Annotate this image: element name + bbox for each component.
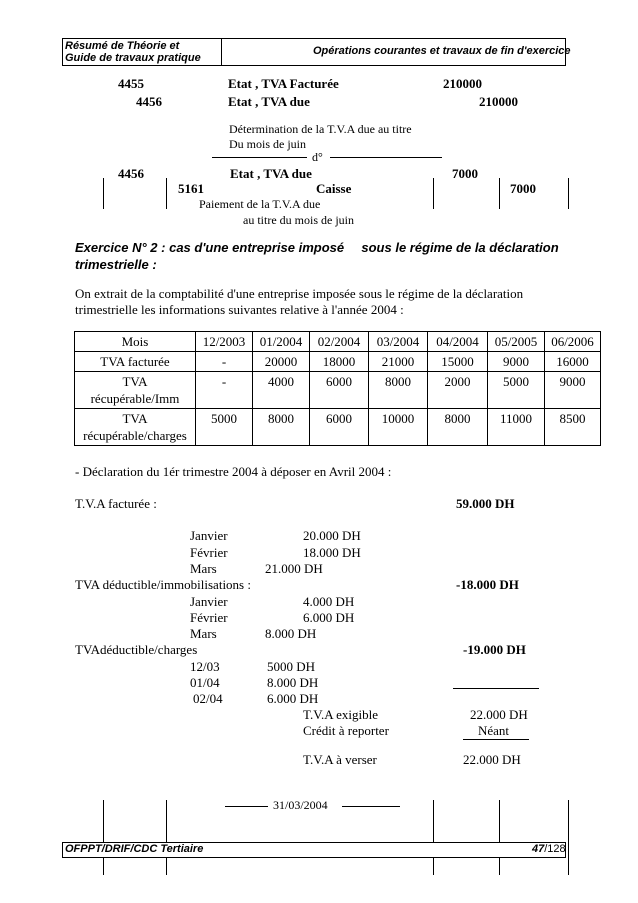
- table-cell: -: [196, 352, 253, 372]
- table-header-cell: 01/2004: [253, 332, 310, 352]
- journal1-account-5161: 5161: [178, 181, 204, 196]
- table-row-label-line1: TVA: [122, 374, 148, 389]
- table-header-cell: 06/2006: [545, 332, 601, 352]
- journal1-vline-3: [433, 178, 434, 209]
- journal1-account-4455: 4455: [118, 76, 144, 91]
- table-cell: -: [196, 372, 253, 409]
- journal1-label-caisse: Caisse: [316, 181, 352, 196]
- table-cell: 2000: [428, 372, 488, 409]
- journal1-note-line2: Du mois de juin: [229, 137, 306, 151]
- facturee-month-3: Mars: [190, 561, 217, 576]
- facturee-amount-2: 18.000 DH: [303, 545, 361, 560]
- journal2-date-line-right: [342, 806, 400, 807]
- charges-month-1: 12/03: [190, 659, 220, 674]
- exercise-intro-line2: trimestrielle les informations suivantes relative à l'année 2004 :: [75, 302, 404, 317]
- tva-exigible-label: T.V.A exigible: [303, 707, 378, 722]
- exercise-title-line2: trimestrielle :: [75, 257, 157, 272]
- journal1-separator-label: d°: [312, 150, 323, 164]
- table-row-tva-facturee: [75, 352, 601, 372]
- charges-month-3: 02/04: [193, 691, 223, 706]
- table-row-label-line2: récupérable/charges: [83, 428, 187, 443]
- footer-page-total: /128: [544, 843, 566, 855]
- journal2-vline-3: [433, 800, 434, 875]
- tva-verser-label: T.V.A à verser: [303, 752, 377, 767]
- journal1-debit-amount: 210000: [443, 76, 482, 91]
- imm-month-2: Février: [190, 610, 228, 625]
- journal1-note-line1: Détermination de la T.V.A due au titre: [229, 122, 412, 136]
- table-cell: 8000: [369, 372, 428, 409]
- table-cell: 5000: [196, 409, 253, 446]
- tva-facturee-label: T.V.A facturée :: [75, 496, 157, 511]
- header-left-line2: Guide de travaux pratique: [65, 52, 201, 64]
- tva-exigible-value: 22.000 DH: [470, 707, 528, 722]
- total-underline: [453, 688, 539, 689]
- tva-charges-total: -19.000 DH: [463, 642, 526, 657]
- exercise-title: [75, 240, 559, 255]
- table-cell: 5000: [488, 372, 545, 409]
- table-cell: 8000: [253, 409, 310, 446]
- tva-monthly-table: [74, 331, 601, 446]
- table-cell: 8000: [428, 409, 488, 446]
- journal2-date: 31/03/2004: [273, 798, 328, 812]
- credit-underline: [463, 739, 529, 740]
- table-cell: 16000: [545, 352, 601, 372]
- footer-page-number: 47: [532, 843, 545, 855]
- imm-month-1: Janvier: [190, 594, 228, 609]
- table-header-cell: 05/2005: [488, 332, 545, 352]
- table-cell: 8500: [545, 409, 601, 446]
- journal1-vline-1: [103, 178, 104, 209]
- journal1-credit-amount-b: 7000: [510, 181, 536, 196]
- table-cell: 21000: [369, 352, 428, 372]
- table-header-cell: 12/2003: [196, 332, 253, 352]
- table-cell: 9000: [545, 372, 601, 409]
- charges-amount-3: 6.000 DH: [267, 691, 319, 706]
- tva-imm-total: -18.000 DH: [456, 577, 519, 592]
- tva-charges-label: TVAdéductible/charges: [75, 642, 198, 657]
- table-cell: 4000: [253, 372, 310, 409]
- credit-reporter-label: Crédit à reporter: [303, 723, 389, 738]
- charges-amount-1: 5000 DH: [267, 659, 316, 674]
- journal1-separator-right: [330, 157, 442, 158]
- facturee-amount-1: 20.000 DH: [303, 528, 361, 543]
- tva-imm-label: TVA déductible/immobilisations :: [75, 577, 251, 592]
- table-row-label: [75, 409, 196, 446]
- table-header-cell: 02/2004: [310, 332, 369, 352]
- table-row-tva-recup-charges: [75, 409, 601, 446]
- charges-amount-2: 8.000 DH: [267, 675, 319, 690]
- credit-reporter-value: Néant: [478, 723, 510, 738]
- journal1-note-line3: Paiement de la T.V.A due: [199, 197, 321, 211]
- table-cell: 18000: [310, 352, 369, 372]
- table-cell: 6000: [310, 409, 369, 446]
- table-cell: 10000: [369, 409, 428, 446]
- journal1-label-tva-due-b: Etat , TVA due: [230, 166, 312, 181]
- table-row-label-line2: récupérable/Imm: [90, 391, 180, 406]
- table-row-label: TVA facturée: [75, 352, 196, 372]
- exercise-title-part1: Exercice N° 2 : cas d'une entreprise imposé: [75, 240, 345, 255]
- journal1-credit-amount: 210000: [479, 94, 518, 109]
- footer-page: [532, 843, 566, 855]
- journal1-vline-5: [568, 178, 569, 209]
- facturee-month-1: Janvier: [190, 528, 228, 543]
- journal1-separator-left: [212, 157, 307, 158]
- journal1-label-tva-due: Etat , TVA due: [228, 94, 310, 109]
- table-header-cell: 03/2004: [369, 332, 428, 352]
- tva-verser-value: 22.000 DH: [463, 752, 521, 767]
- journal1-label-tva-facturee: Etat , TVA Facturée: [228, 76, 339, 91]
- journal1-account-4456: 4456: [136, 94, 162, 109]
- table-row-label: [75, 372, 196, 409]
- journal1-debit-amount-b: 7000: [452, 166, 478, 181]
- footer-left: OFPPT/DRIF/CDC Tertiaire: [65, 843, 204, 855]
- journal2-date-line-left: [225, 806, 268, 807]
- tva-facturee-total: 59.000 DH: [456, 496, 515, 511]
- imm-amount-3: 8.000 DH: [265, 626, 317, 641]
- charges-month-2: 01/04: [190, 675, 220, 690]
- imm-amount-2: 6.000 DH: [303, 610, 355, 625]
- table-cell: 15000: [428, 352, 488, 372]
- facturee-month-2: Février: [190, 545, 228, 560]
- journal2-vline-2: [166, 800, 167, 875]
- table-cell: 11000: [488, 409, 545, 446]
- imm-amount-1: 4.000 DH: [303, 594, 355, 609]
- journal2-vline-1: [103, 800, 104, 875]
- journal1-vline-2: [166, 178, 167, 209]
- journal1-note-line4: au titre du mois de juin: [243, 213, 354, 227]
- table-header-cell: 04/2004: [428, 332, 488, 352]
- exercise-title-part2: sous le régime de la déclaration: [361, 240, 559, 255]
- journal1-account-4456b: 4456: [118, 166, 144, 181]
- table-header-cell: Mois: [75, 332, 196, 352]
- header-left-line1: Résumé de Théorie et: [65, 40, 180, 52]
- table-row-label-line1: TVA: [122, 411, 148, 426]
- declaration-title: - Déclaration du 1ér trimestre 2004 à déposer en Avril 2004 :: [75, 464, 392, 479]
- facturee-amount-3: 21.000 DH: [265, 561, 323, 576]
- table-row-tva-recup-imm: [75, 372, 601, 409]
- journal2-vline-5: [568, 800, 569, 875]
- journal1-vline-4: [499, 178, 500, 209]
- table-header-row: [75, 332, 601, 352]
- table-cell: 9000: [488, 352, 545, 372]
- header-right-title: Opérations courantes et travaux de fin d'exercice: [313, 45, 571, 57]
- exercise-intro-line1: On extrait de la comptabilité d'une entreprise imposée sous le régime de la déclaration: [75, 286, 524, 301]
- imm-month-3: Mars: [190, 626, 217, 641]
- table-cell: 20000: [253, 352, 310, 372]
- table-cell: 6000: [310, 372, 369, 409]
- journal2-vline-4: [499, 800, 500, 875]
